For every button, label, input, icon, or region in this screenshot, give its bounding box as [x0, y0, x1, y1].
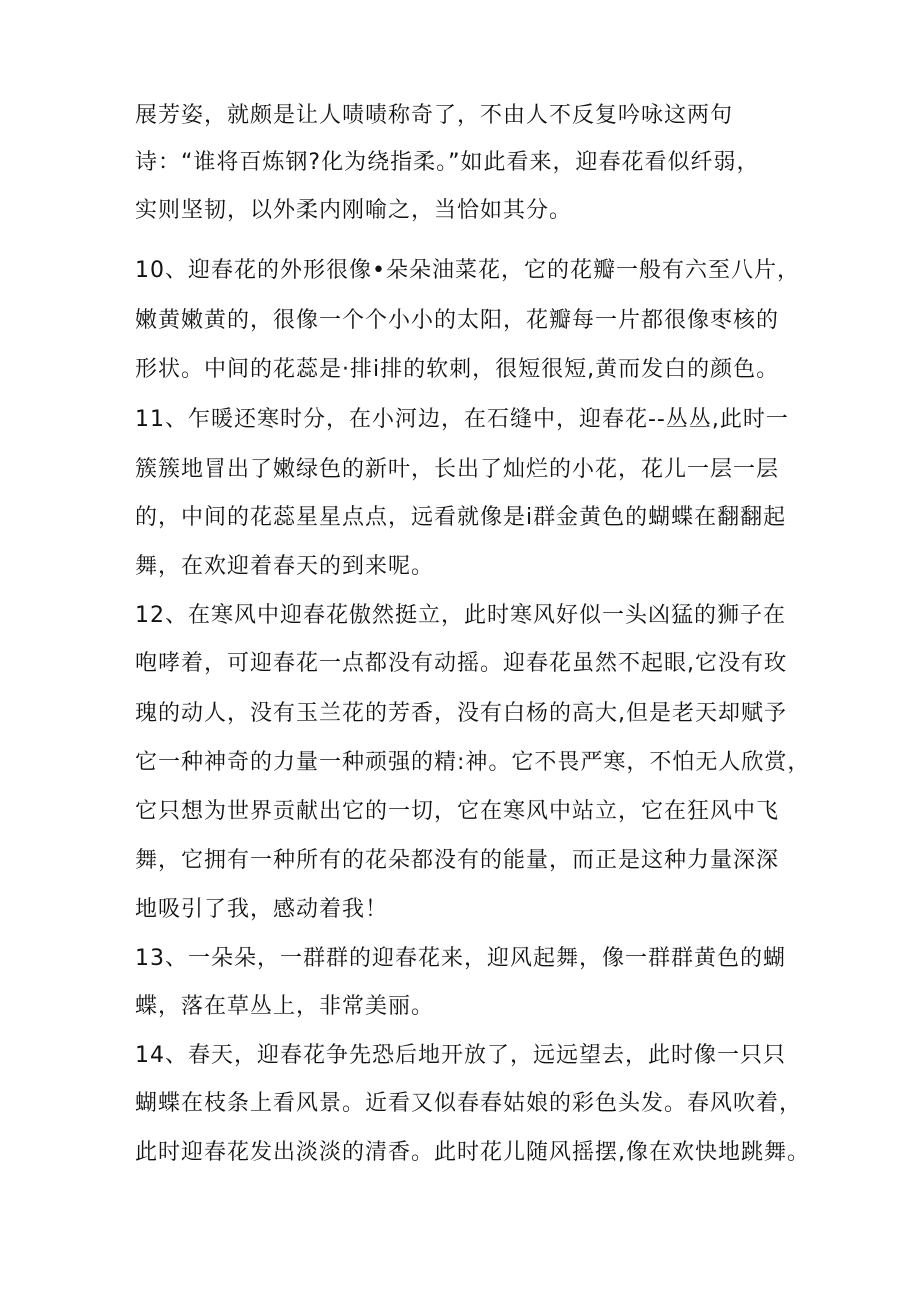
text-line: 12、在寒风中迎春花傲然挺立，此时寒风好似一头凶猛的狮子在: [135, 603, 786, 628]
text-line: 舞，它拥有一种所有的花朵都没有的能量，而正是这种力量深深: [135, 848, 780, 873]
text-line: 地吸引了我，感动着我！: [135, 897, 389, 922]
text-line: 此时迎春花发出淡淡的清香。此时花儿随风摇摆,像在欢快地跳舞。: [135, 1140, 810, 1165]
text-line: 的，中间的花蕊星星点点，远看就像是i群金黄色的蝴蝶在翻翻起: [135, 505, 787, 530]
text-line: 舞，在欢迎着春天的到来呢。: [135, 554, 435, 579]
text-line: 簇簇地冒出了嫩绿色的新叶，长出了灿烂的小花，花儿一层一层: [135, 457, 780, 482]
text-line: 蝶，落在草丛上，非常美丽。: [135, 994, 435, 1019]
text-line: 形状。中间的花蕊是·排i排的软刺，很短很短,黄而发白的颜色。: [135, 357, 780, 382]
text-line: 11、乍暖还寒时分，在小河边，在石缝中，迎春花--丛丛,此时一: [135, 407, 789, 432]
text-line: 诗：“谁将百炼钢?化为绕指柔。”如此看来，迎春花看似纤弱，: [135, 150, 760, 175]
text-line: 13、一朵朵，一群群的迎春花来，迎风起舞，像一群群黄色的蝴: [135, 946, 786, 971]
text-line: 瑰的动人，没有玉兰花的芳香，没有白杨的高大,但是老天却赋予: [135, 701, 787, 726]
text-line: 蝴蝶在枝条上看风景。近看又似春春姑娘的彩色头发。春风吹着，: [135, 1091, 803, 1116]
text-line: 14、春天，迎春花争先恐后地开放了，远远望去，此时像一只只: [135, 1043, 786, 1068]
text-line: 10、迎春花的外形很像•朵朵油菜花，它的花瓣一般有六至八片，: [135, 258, 800, 283]
text-line: 实则坚韧，以外柔内刚喻之，当恰如其分。: [135, 198, 573, 223]
text-line: 它只想为世界贡献出它的一切，它在寒风中站立，它在狂风中飞: [135, 799, 780, 824]
text-line: 嫩黄嫩黄的，很像一个个小小的太阳，花瓣每一片都很像枣核的: [135, 308, 780, 333]
text-line: 它一种神奇的力量一种顽强的精:神。它不畏严寒，不怕无人欣赏，: [135, 750, 811, 775]
text-line: 咆哮着，可迎春花一点都没有动摇。迎春花虽然不起眼,它没有玫: [135, 651, 787, 676]
text-line: 展芳姿，就颇是让人啧啧称奇了，不由人不反复吟咏这两句: [135, 103, 734, 128]
